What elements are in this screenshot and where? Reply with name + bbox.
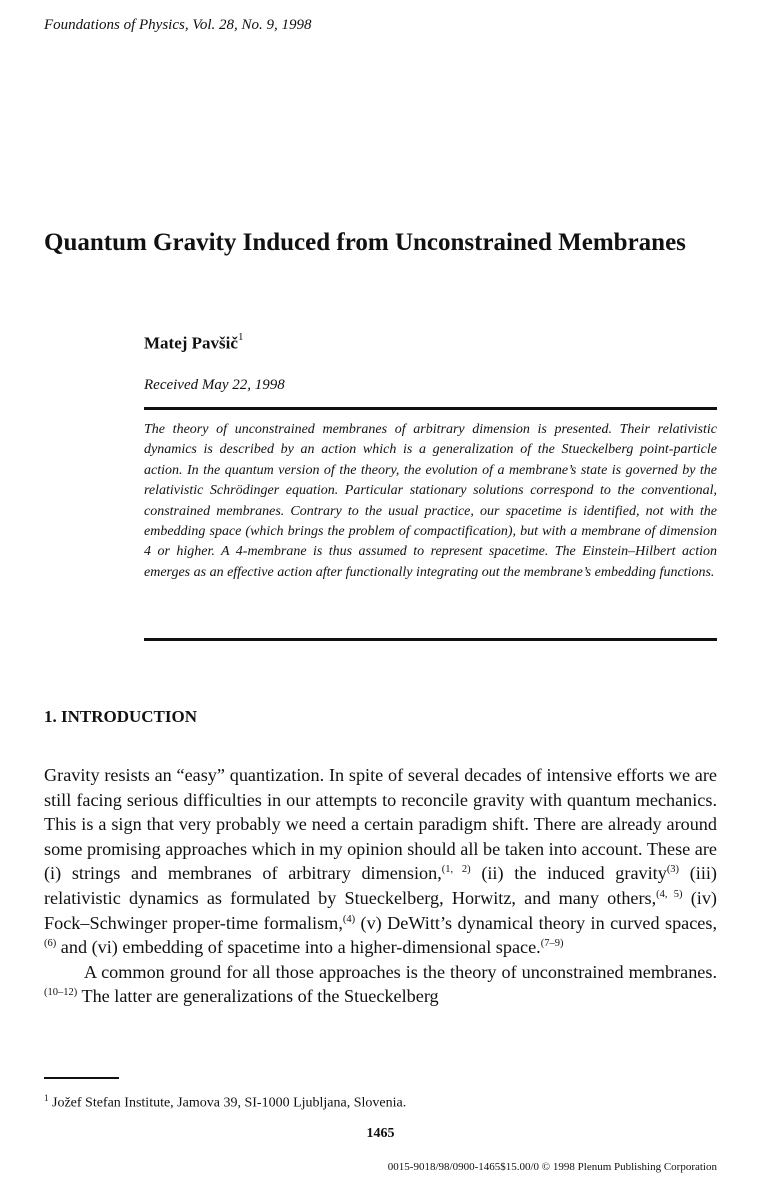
citation-ref: (3): [666, 864, 680, 876]
footnote: [44, 1093, 406, 1112]
paragraph-1: [44, 763, 717, 960]
text-run: (v) DeWitt’s dynamical theory in curved spaces,: [355, 912, 718, 933]
text-run: (ii) the induced gravity: [470, 863, 667, 884]
abstract-top-rule: [144, 407, 717, 410]
page-number: 1465: [366, 1126, 395, 1141]
received-date: Received May 22, 1998: [144, 377, 285, 393]
text-run: A common ground for all those approaches is the theory of unconstrained membranes.: [84, 961, 717, 982]
footnote-rule: [44, 1077, 119, 1079]
author-name: Matej Pavšič: [144, 333, 238, 353]
paragraph-2: [44, 960, 717, 1009]
paper-title: Quantum Gravity Induced from Unconstrained Membranes: [44, 229, 686, 256]
journal-header: Foundations of Physics, Vol. 28, No. 9, 1998: [44, 17, 312, 33]
text-run: (iii) relativistic dynamics as formulated by Stueckelberg, Horwitz, and many others,: [44, 863, 717, 908]
text-run: Gravity resists an “easy” quantization. In spite of several decades of intensive efforts we are still facing serious difficulties in our attempts to reconcile gravity with quantum mechanics. This is a sign that very probably we need a certain paradigm shift. There are already around some promising approaches which in my opinion should all be taken into account. These are (i) strings and membranes of arbitrary dimension,: [44, 765, 717, 884]
text-run: The latter are generalizations of the Stueckelberg: [77, 986, 439, 1007]
abstract-bottom-rule: [144, 638, 717, 641]
citation-ref: (4, 5): [656, 888, 683, 900]
body-text: [44, 763, 717, 1009]
citation-ref: (7–9): [540, 938, 564, 950]
citation-ref: (4): [342, 913, 356, 925]
citation-ref: (1, 2): [441, 864, 471, 876]
abstract: The theory of unconstrained membranes of arbitrary dimension is presented. Their relativistic dynamics is described by an action which is a generalization of the Stueckelberg point-particle action. In the quantum version of the theory, the evolution of a membrane’s state is governed by the relativistic Schrödinger equation. Particular stationary solutions correspond to the conventional, constrained membranes. Contrary to the usual practice, our spacetime is identified, not with the embedding space (which brings the problem of compactification), but with a membrane of dimension 4 or higher. A 4-membrane is thus assumed to represent spacetime. The Einstein–Hilbert action emerges as an effective action after functionally integrating out the membrane’s embedding functions.: [144, 422, 717, 580]
citation-ref: (6): [44, 938, 57, 950]
citation-ref: (10–12): [44, 987, 78, 999]
author: [144, 333, 243, 354]
text-run: and (vi) embedding of spacetime into a higher-dimensional space.: [56, 937, 541, 958]
text-run: (iv) Fock–Schwinger proper-time formalism,: [44, 887, 717, 933]
footnote-text: Jožef Stefan Institute, Jamova 39, SI-1000 Ljubljana, Slovenia.: [48, 1095, 407, 1111]
copyright-line: 0015-9018/98/0900-1465$15.00/0 © 1998 Plenum Publishing Corporation: [387, 1161, 717, 1173]
section-heading: 1. INTRODUCTION: [44, 707, 198, 726]
footnote-mark: 1: [44, 1093, 49, 1103]
author-footnote-mark: 1: [237, 331, 244, 343]
